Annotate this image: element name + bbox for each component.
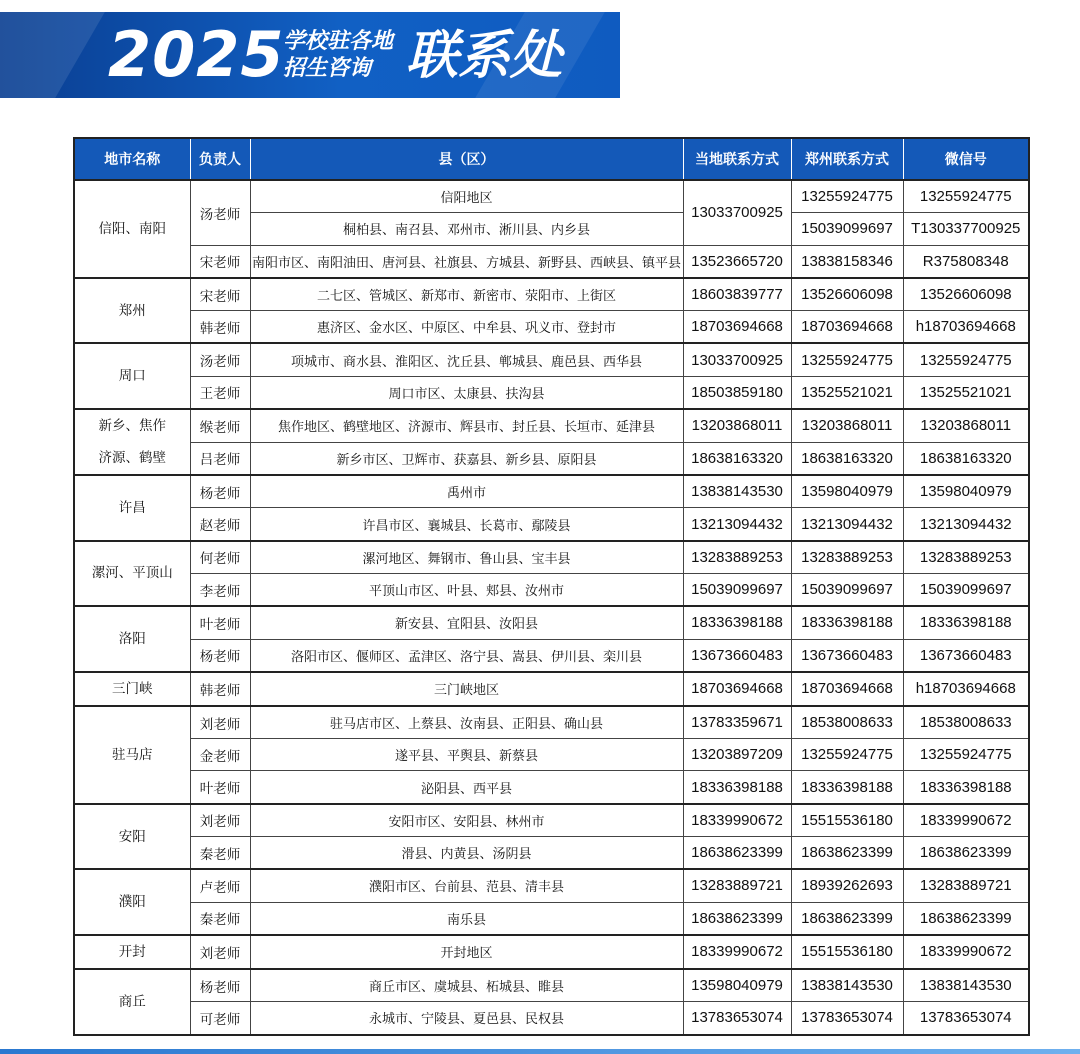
zhengzhou-contact-cell: 13255924775 [791,343,903,376]
wechat-cell: 13598040979 [903,475,1029,508]
person-cell: 何老师 [190,541,250,574]
table-row [74,442,1029,475]
zhengzhou-contact-cell: 13255924775 [791,739,903,771]
zhengzhou-contact-cell: 13213094432 [791,508,903,541]
local-contact-cell: 13203868011 [683,409,791,442]
table-row [74,837,1029,870]
local-contact-cell: 18339990672 [683,935,791,969]
table-row [74,935,1029,969]
wechat-cell: 13783653074 [903,1002,1029,1035]
wechat-cell: 18638163320 [903,442,1029,475]
city-cell [74,869,190,935]
wechat-cell: 15039099697 [903,573,1029,606]
county-cell: 信阳地区 [250,180,683,213]
local-contact-cell: 13523665720 [683,245,791,278]
city-group [74,935,1029,969]
zhengzhou-contact-cell: 18638163320 [791,442,903,475]
person-cell: 宋老师 [190,278,250,311]
county-cell: 安阳市区、安阳县、林州市 [250,804,683,837]
table-row [74,672,1029,706]
city-name: 洛阳 [118,631,146,648]
zhengzhou-contact-cell: 18538008633 [791,706,903,739]
county-cell: 惠济区、金水区、中原区、中牟县、巩义市、登封市 [250,311,683,344]
county-cell: 二七区、管城区、新郑市、新密市、荥阳市、上街区 [250,278,683,311]
table-row [74,606,1029,639]
wechat-cell: 18638623399 [903,837,1029,870]
city-cell [74,969,190,1035]
person-cell: 李老师 [190,573,250,606]
table-row [74,376,1029,409]
city-cell [74,278,190,344]
wechat-cell: 18339990672 [903,935,1029,969]
wechat-cell: 13255924775 [903,343,1029,376]
zhengzhou-contact-cell: 18638623399 [791,902,903,935]
county-cell: 永城市、宁陵县、夏邑县、民权县 [250,1002,683,1035]
wechat-cell: 18538008633 [903,706,1029,739]
table-row [74,508,1029,541]
zhengzhou-contact-cell: 15039099697 [791,573,903,606]
zhengzhou-contact-cell: 15039099697 [791,213,903,245]
wechat-cell: R375808348 [903,245,1029,278]
wechat-cell: h18703694668 [903,311,1029,344]
zhengzhou-contact-cell: 13283889253 [791,541,903,574]
header-city: 地市名称 [74,138,190,180]
table-row [74,969,1029,1002]
county-cell: 周口市区、太康县、扶沟县 [250,376,683,409]
local-contact-cell: 13203897209 [683,739,791,771]
county-cell: 桐柏县、南召县、邓州市、淅川县、内乡县 [250,213,683,245]
header-row [74,138,1029,180]
zhengzhou-contact-cell: 18336398188 [791,606,903,639]
wechat-cell: 13203868011 [903,409,1029,442]
county-cell: 滑县、内黄县、汤阴县 [250,837,683,870]
table-row [74,902,1029,935]
local-contact-cell: 13283889721 [683,869,791,902]
county-cell: 三门峡地区 [250,672,683,706]
city-group [74,969,1029,1035]
city-group [74,869,1029,935]
local-contact-cell: 18339990672 [683,804,791,837]
person-cell: 吕老师 [190,442,250,475]
banner-year: 2025 [108,18,285,91]
city-group [74,706,1029,804]
local-contact-cell: 13783653074 [683,1002,791,1035]
county-cell: 商丘市区、虞城县、柘城县、睢县 [250,969,683,1002]
table-row [74,278,1029,311]
table-header [74,138,1029,180]
wechat-cell: 13525521021 [903,376,1029,409]
city-name: 三门峡 [112,680,153,697]
person-cell: 汤老师 [190,180,250,245]
local-contact-cell: 13783359671 [683,706,791,739]
city-name: 信阳、南阳 [98,220,166,237]
city-cell [74,180,190,278]
local-contact-cell: 13283889253 [683,541,791,574]
header-zhengzhou-contact: 郑州联系方式 [791,138,903,180]
local-contact-cell: 18336398188 [683,606,791,639]
local-contact-cell: 13213094432 [683,508,791,541]
title-banner [0,12,620,98]
zhengzhou-contact-cell: 13598040979 [791,475,903,508]
city-name: 漯河、平顶山 [91,565,173,582]
city-group [74,541,1029,607]
wechat-cell: 18638623399 [903,902,1029,935]
local-contact-cell: 13033700925 [683,180,791,245]
person-cell: 韩老师 [190,672,250,706]
table-row [74,573,1029,606]
table-row [74,1002,1029,1035]
city-cell [74,672,190,706]
county-cell: 南乐县 [250,902,683,935]
county-cell: 漯河地区、舞钢市、鲁山县、宝丰县 [250,541,683,574]
banner-subtitle [283,28,393,82]
wechat-cell: 13283889721 [903,869,1029,902]
wechat-cell: T130337700925 [903,213,1029,245]
wechat-cell: 18339990672 [903,804,1029,837]
city-name: 安阳 [118,828,146,845]
city-name: 商丘 [118,993,146,1010]
county-cell: 南阳市区、南阳油田、唐河县、社旗县、方城县、新野县、西峡县、镇平县 [250,245,683,278]
county-cell: 开封地区 [250,935,683,969]
zhengzhou-contact-cell: 18638623399 [791,837,903,870]
person-cell: 叶老师 [190,771,250,804]
table-row [74,311,1029,344]
person-cell: 秦老师 [190,902,250,935]
city-group [74,278,1029,344]
wechat-cell: 13673660483 [903,639,1029,672]
person-cell: 可老师 [190,1002,250,1035]
city-group [74,475,1029,541]
header-county: 县（区） [250,138,683,180]
local-contact-cell: 18638623399 [683,837,791,870]
header-local-contact: 当地联系方式 [683,138,791,180]
county-cell: 焦作地区、鹤壁地区、济源市、辉县市、封丘县、长垣市、延津县 [250,409,683,442]
person-cell: 韩老师 [190,311,250,344]
person-cell: 赵老师 [190,508,250,541]
table-row [74,475,1029,508]
city-group [74,180,1029,278]
local-contact-cell: 18638163320 [683,442,791,475]
city-cell [74,343,190,409]
person-cell: 杨老师 [190,475,250,508]
table-row [74,245,1029,278]
county-cell: 平顶山市区、叶县、郏县、汝州市 [250,573,683,606]
city-name: 济源、鹤壁 [98,450,166,467]
local-contact-cell: 18638623399 [683,902,791,935]
person-cell: 缑老师 [190,409,250,442]
city-cell [74,541,190,607]
table-row [74,180,1029,213]
city-cell [74,409,190,475]
city-cell [74,706,190,804]
banner-subtitle-line1: 学校驻各地 [283,29,394,54]
person-cell: 刘老师 [190,804,250,837]
county-cell: 许昌市区、襄城县、长葛市、鄢陵县 [250,508,683,541]
wechat-cell: 18336398188 [903,771,1029,804]
local-contact-cell: 13033700925 [683,343,791,376]
city-group [74,672,1029,706]
wechat-cell: 13283889253 [903,541,1029,574]
zhengzhou-contact-cell: 13838143530 [791,969,903,1002]
person-cell: 刘老师 [190,935,250,969]
local-contact-cell: 18703694668 [683,672,791,706]
table-row [74,771,1029,804]
zhengzhou-contact-cell: 18703694668 [791,672,903,706]
header-wechat: 微信号 [903,138,1029,180]
table-row [74,409,1029,442]
city-group [74,343,1029,409]
wechat-cell: 13213094432 [903,508,1029,541]
table-row [74,869,1029,902]
county-cell: 禹州市 [250,475,683,508]
table-row [74,804,1029,837]
zhengzhou-contact-cell: 18939262693 [791,869,903,902]
person-cell: 杨老师 [190,969,250,1002]
county-cell: 项城市、商水县、淮阳区、沈丘县、郸城县、鹿邑县、西华县 [250,343,683,376]
table-row [74,343,1029,376]
county-cell: 遂平县、平舆县、新蔡县 [250,739,683,771]
person-cell: 金老师 [190,739,250,771]
city-name: 开封 [118,943,146,960]
zhengzhou-contact-cell: 13203868011 [791,409,903,442]
city-cell [74,804,190,870]
banner-main-title: 联系处 [406,26,563,86]
person-cell: 王老师 [190,376,250,409]
zhengzhou-contact-cell: 13526606098 [791,278,903,311]
local-contact-cell: 13598040979 [683,969,791,1002]
wechat-cell: 13526606098 [903,278,1029,311]
city-name: 周口 [118,368,146,385]
wechat-cell: 18336398188 [903,606,1029,639]
zhengzhou-contact-cell: 15515536180 [791,935,903,969]
wechat-cell: h18703694668 [903,672,1029,706]
city-name: 新乡、焦作 [98,418,166,435]
person-cell: 汤老师 [190,343,250,376]
local-contact-cell: 18503859180 [683,376,791,409]
zhengzhou-contact-cell: 18703694668 [791,311,903,344]
zhengzhou-contact-cell: 18336398188 [791,771,903,804]
table-row [74,639,1029,672]
person-cell: 刘老师 [190,706,250,739]
zhengzhou-contact-cell: 15515536180 [791,804,903,837]
county-cell: 新安县、宜阳县、汝阳县 [250,606,683,639]
city-name: 郑州 [118,302,146,319]
banner-subtitle-line2: 招生咨询 [283,56,372,81]
wechat-cell: 13838143530 [903,969,1029,1002]
zhengzhou-contact-cell: 13783653074 [791,1002,903,1035]
city-cell [74,475,190,541]
local-contact-cell: 18336398188 [683,771,791,804]
city-group [74,606,1029,672]
table-row [74,706,1029,739]
table-row [74,541,1029,574]
city-name: 濮阳 [118,894,146,911]
contact-table [73,137,1030,1036]
county-cell: 濮阳市区、台前县、范县、清丰县 [250,869,683,902]
county-cell: 泌阳县、西平县 [250,771,683,804]
city-name: 驻马店 [112,746,153,763]
city-group [74,409,1029,475]
person-cell: 宋老师 [190,245,250,278]
zhengzhou-contact-cell: 13673660483 [791,639,903,672]
wechat-cell: 13255924775 [903,180,1029,213]
city-cell [74,935,190,969]
header-person: 负责人 [190,138,250,180]
city-name: 许昌 [118,499,146,516]
local-contact-cell: 18603839777 [683,278,791,311]
bottom-bar [0,1049,1080,1054]
local-contact-cell: 13838143530 [683,475,791,508]
zhengzhou-contact-cell: 13838158346 [791,245,903,278]
table-row [74,739,1029,771]
person-cell: 杨老师 [190,639,250,672]
county-cell: 洛阳市区、偃师区、孟津区、洛宁县、嵩县、伊川县、栾川县 [250,639,683,672]
zhengzhou-contact-cell: 13525521021 [791,376,903,409]
zhengzhou-contact-cell: 13255924775 [791,180,903,213]
county-cell: 驻马店市区、上蔡县、汝南县、正阳县、确山县 [250,706,683,739]
local-contact-cell: 15039099697 [683,573,791,606]
local-contact-cell: 18703694668 [683,311,791,344]
person-cell: 秦老师 [190,837,250,870]
county-cell: 新乡市区、卫辉市、获嘉县、新乡县、原阳县 [250,442,683,475]
local-contact-cell: 13673660483 [683,639,791,672]
person-cell: 卢老师 [190,869,250,902]
city-group [74,804,1029,870]
wechat-cell: 13255924775 [903,739,1029,771]
city-cell [74,606,190,672]
person-cell: 叶老师 [190,606,250,639]
